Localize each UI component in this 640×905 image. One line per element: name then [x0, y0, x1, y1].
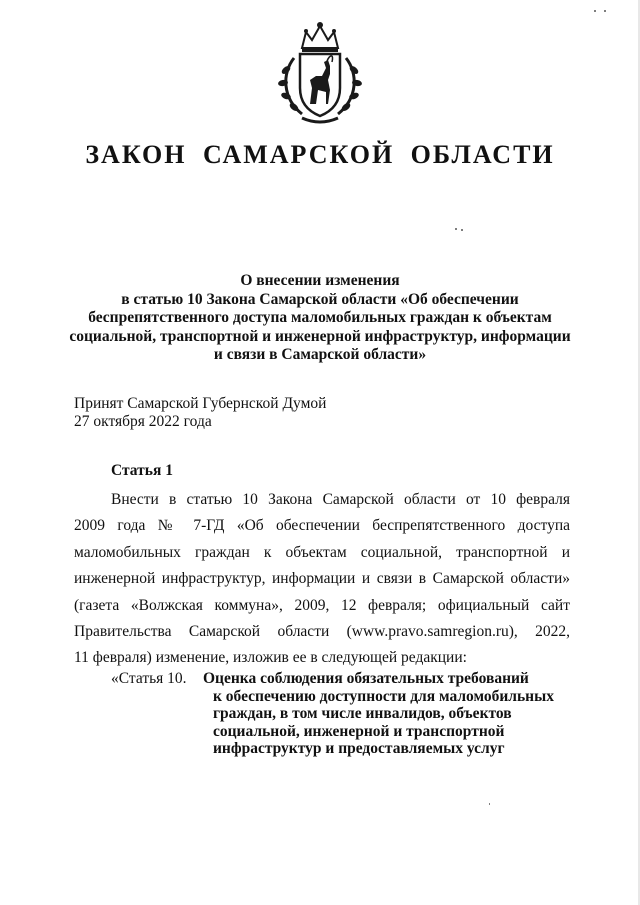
article-10-title-line: инфраструктур и предоставляемых услуг — [213, 740, 505, 757]
article-1-text — [74, 487, 570, 672]
scan-speck — [489, 803, 490, 805]
heading-line: в статью 10 Закона Самарской области «Об обеспечении — [121, 290, 519, 308]
scan-speck — [594, 10, 596, 12]
article-1-line: Правительства Самарской области (www.pravo.samregion.ru), 2022, — [74, 623, 570, 641]
heading-line: беспрепятственного доступа маломобильных граждан к объектам — [88, 309, 552, 326]
article-10-title-line: Оценка соблюдения обязательных требований — [203, 670, 529, 687]
scan-speck — [461, 229, 463, 231]
heading-line: О внесении изменения — [240, 272, 400, 289]
law-subject-heading — [60, 272, 580, 365]
article-1-line: Внести в статью 10 Закона Самарской области от 10 февраля — [111, 491, 570, 508]
heading-line: социальной, транспортной и инженерной инфраструктур, информации — [69, 327, 571, 345]
article-1-line: маломобильных граждан к объектам социальной, транспортной и — [74, 543, 570, 561]
article-10-title — [203, 670, 563, 758]
article-10-label: «Статья 10. — [111, 670, 187, 687]
article-10-title-line: социальной, инженерной и транспортной — [213, 722, 505, 740]
samara-coat-of-arms-icon — [272, 18, 368, 128]
heading-line: и связи в Самарской области» — [213, 346, 427, 363]
adoption-note — [74, 395, 326, 431]
article-1-line: 2009 года № 7-ГД «Об обеспечении беспрепятственного доступа — [74, 517, 570, 535]
adoption-date: 27 октября 2022 года — [74, 413, 212, 430]
article-1-line: 11 февраля) изменение, изложив ее в следующей редакции: — [74, 649, 467, 667]
adoption-body: Принят Самарской Губернской Думой — [74, 395, 327, 412]
article-1-line: (газета «Волжская коммуна», 2009, 12 февраля; официальный сайт — [74, 596, 570, 614]
article-1-title: Статья 1 — [111, 462, 173, 479]
scan-speck — [455, 228, 457, 230]
article-10-title-line: к обеспечению доступности для маломобильных — [213, 687, 554, 705]
article-10-title-line: граждан, в том числе инвалидов, объектов — [213, 705, 512, 722]
scan-speck — [604, 10, 606, 12]
article-1-line: инженерной инфраструктур, информации и связи в Самарской области» — [74, 570, 570, 588]
law-title: ЗАКОН САМАРСКОЙ ОБЛАСТИ — [85, 140, 555, 169]
